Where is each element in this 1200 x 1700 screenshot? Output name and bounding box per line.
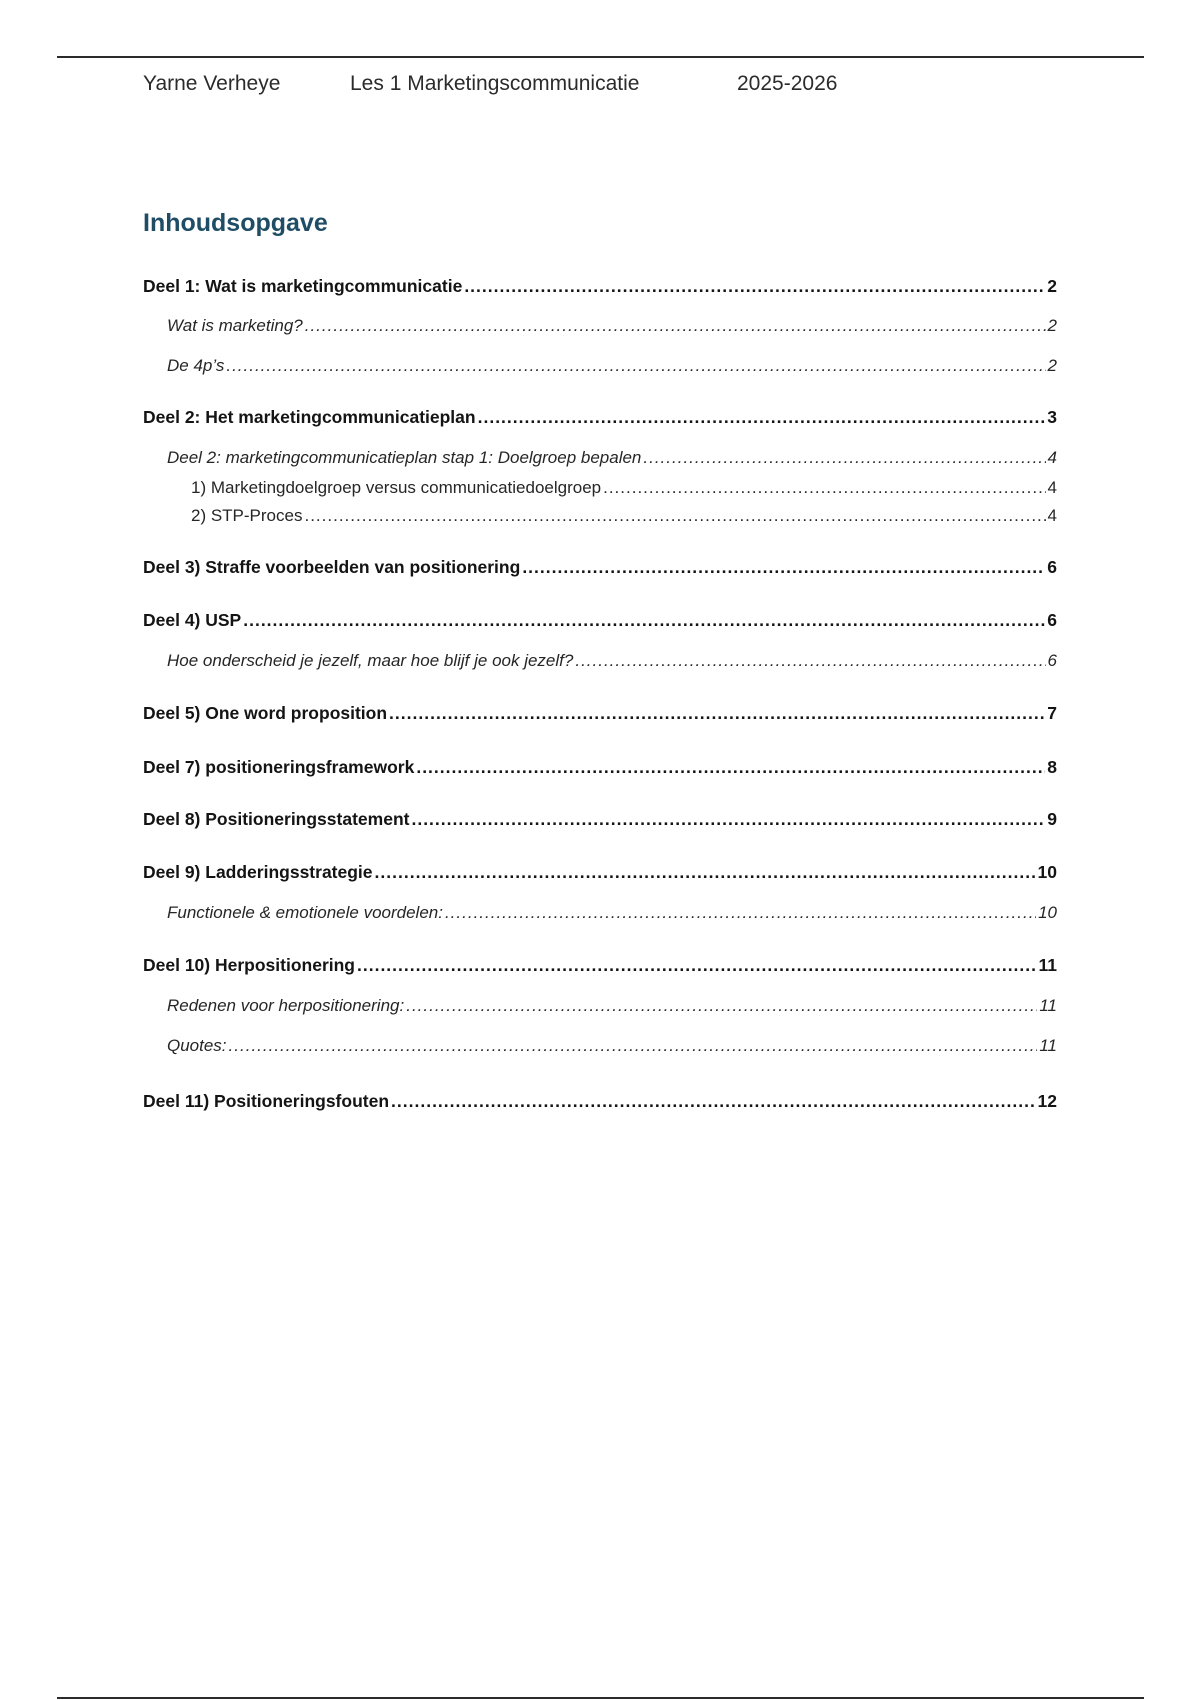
toc-entry-text: Redenen voor herpositionering: bbox=[167, 996, 405, 1015]
toc-dot-leader bbox=[357, 957, 1037, 975]
toc-entry-text: Deel 2: Het marketingcommunicatieplan bbox=[143, 407, 476, 427]
toc-dot-leader bbox=[391, 1093, 1036, 1111]
toc-dot-leader bbox=[243, 612, 1045, 630]
toc-dot-leader bbox=[445, 904, 1036, 921]
toc-entry-text: Deel 9) Ladderingsstrategie bbox=[143, 862, 373, 882]
toc-entry-text: Functionele & emotionele voordelen: bbox=[167, 903, 443, 922]
toc-page-number: 4 bbox=[1047, 448, 1057, 467]
toc-dot-leader bbox=[389, 705, 1045, 723]
footer-rule bbox=[57, 1697, 1144, 1699]
toc-entry[interactable] bbox=[143, 278, 1057, 296]
toc-entry-text: Deel 7) positioneringsframework bbox=[143, 757, 415, 777]
toc-dot-leader bbox=[229, 1037, 1038, 1054]
toc-page-number: 6 bbox=[1047, 610, 1057, 630]
toc-entry[interactable] bbox=[143, 612, 1057, 630]
toc-entry[interactable] bbox=[143, 559, 1057, 577]
toc-entry[interactable] bbox=[143, 957, 1057, 975]
toc-entry[interactable] bbox=[167, 904, 1057, 921]
toc-entry-text: Wat is marketing? bbox=[167, 316, 303, 335]
toc-entry[interactable] bbox=[167, 449, 1057, 466]
toc-entry-text: Deel 10) Herpositionering bbox=[143, 955, 355, 975]
toc-entry-text: Deel 2: marketingcommunicatieplan stap 1: Doelgroep bepalen bbox=[167, 448, 642, 467]
toc-dot-leader bbox=[305, 317, 1046, 334]
toc-entry-text: Deel 8) Positioneringsstatement bbox=[143, 809, 410, 829]
toc-title: Inhoudsopgave bbox=[143, 209, 328, 237]
toc-dot-leader bbox=[603, 479, 1045, 496]
toc-dot-leader bbox=[226, 357, 1045, 374]
toc-entry[interactable] bbox=[143, 409, 1057, 427]
toc-dot-leader bbox=[522, 559, 1045, 577]
toc-entry[interactable] bbox=[143, 811, 1057, 829]
header-course: Les 1 Marketingscommunicatie bbox=[350, 72, 640, 95]
toc-page-number: 11 bbox=[1039, 996, 1057, 1015]
toc-page-number: 2 bbox=[1047, 276, 1057, 296]
toc-entry-text: Deel 1: Wat is marketingcommunicatie bbox=[143, 276, 463, 296]
toc-page-number: 11 bbox=[1039, 1036, 1057, 1055]
toc-entry[interactable] bbox=[143, 864, 1057, 882]
toc-dot-leader bbox=[375, 864, 1036, 882]
toc-entry[interactable] bbox=[167, 652, 1057, 669]
toc-page-number: 6 bbox=[1047, 651, 1057, 670]
toc-page-number: 3 bbox=[1047, 407, 1057, 427]
toc-entry-text: De 4p’s bbox=[167, 356, 225, 375]
toc-entry[interactable] bbox=[167, 357, 1057, 374]
toc-page-number: 10 bbox=[1037, 862, 1057, 882]
toc-dot-leader bbox=[575, 652, 1045, 669]
toc-entry-text: Deel 4) USP bbox=[143, 610, 242, 630]
toc-page-number: 10 bbox=[1038, 903, 1057, 922]
toc-page-number: 4 bbox=[1047, 478, 1057, 497]
toc-dot-leader bbox=[411, 811, 1045, 829]
toc-dot-leader bbox=[304, 507, 1045, 524]
toc-dot-leader bbox=[478, 409, 1046, 427]
toc-page-number: 7 bbox=[1047, 703, 1057, 723]
toc-page-number: 12 bbox=[1037, 1091, 1057, 1111]
toc-entry[interactable] bbox=[167, 317, 1057, 334]
toc-entry[interactable] bbox=[191, 507, 1057, 524]
table-of-contents bbox=[143, 0, 1057, 1700]
toc-dot-leader bbox=[406, 997, 1037, 1014]
toc-entry-text: 2) STP-Proces bbox=[191, 506, 303, 525]
header-year: 2025-2026 bbox=[737, 72, 838, 95]
toc-page-number: 8 bbox=[1047, 757, 1057, 777]
toc-entry[interactable] bbox=[167, 1037, 1057, 1054]
toc-entry[interactable] bbox=[143, 705, 1057, 723]
toc-page-number: 4 bbox=[1047, 506, 1057, 525]
toc-entry[interactable] bbox=[143, 759, 1057, 777]
toc-entry-text: Hoe onderscheid je jezelf, maar hoe blijf je ook jezelf? bbox=[167, 651, 574, 670]
toc-page-number: 6 bbox=[1047, 557, 1057, 577]
toc-dot-leader bbox=[416, 759, 1045, 777]
toc-dot-leader bbox=[464, 278, 1045, 296]
toc-page-number: 11 bbox=[1038, 955, 1057, 975]
header-author: Yarne Verheye bbox=[143, 72, 281, 95]
toc-page-number: 2 bbox=[1047, 356, 1057, 375]
toc-page-number: 9 bbox=[1047, 809, 1057, 829]
toc-entry-text: Quotes: bbox=[167, 1036, 227, 1055]
toc-page-number: 2 bbox=[1047, 316, 1057, 335]
toc-dot-leader bbox=[643, 449, 1045, 466]
toc-entry[interactable] bbox=[167, 997, 1057, 1014]
toc-entry[interactable] bbox=[143, 1093, 1057, 1111]
toc-entry-text: Deel 11) Positioneringsfouten bbox=[143, 1091, 390, 1111]
toc-entry-text: Deel 3) Straffe voorbeelden van positionering bbox=[143, 557, 521, 577]
toc-entry[interactable] bbox=[191, 479, 1057, 496]
toc-entry-text: 1) Marketingdoelgroep versus communicatiedoelgroep bbox=[191, 478, 602, 497]
toc-entry-text: Deel 5) One word proposition bbox=[143, 703, 388, 723]
